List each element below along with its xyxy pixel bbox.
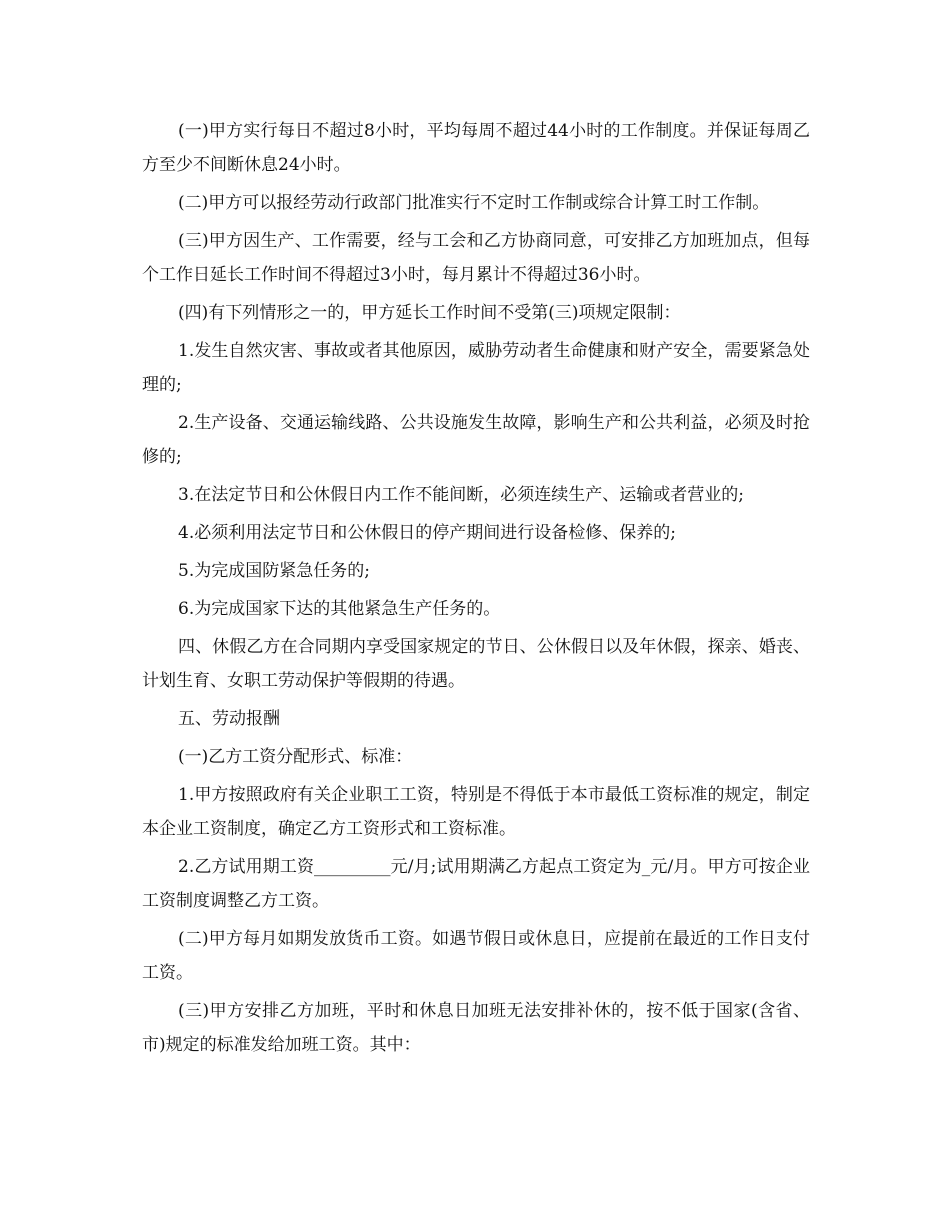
list-item-state-tasks: 6.为完成国家下达的其他紧急生产任务的。 (178, 599, 501, 619)
list-item-wage-system: 1.甲方按照政府有关企业职工工资，特别是不得低于本市最低工资标准的规定，制定本企业工资制度，确定乙方工资形式和工资标准。 (142, 785, 810, 839)
paragraph-flexible-hours: (二)甲方可以报经劳动行政部门批准实行不定时工作制或综合计算工时工作制。 (178, 193, 770, 213)
paragraph-overtime-exceptions: (四)有下列情形之一的，甲方延长工作时间不受第(三)项规定限制： (178, 303, 681, 323)
list-item-continuous-production: 3.在法定节日和公休假日内工作不能间断，必须连续生产、运输或者营业的; (178, 485, 744, 505)
list-item-defense: 5.为完成国防紧急任务的; (178, 561, 370, 581)
paragraph-work-hours: (一)甲方实行每日不超过8小时，平均每周不超过44小时的工作制度。并保证每周乙方至少不间断休息24小时。 (142, 121, 810, 175)
list-item-probation-wage: 2.乙方试用期工资_________元/月;试用期满乙方起点工资定为_元/月。甲方可按企业工资制度调整乙方工资。 (142, 857, 810, 911)
paragraph-pay-schedule: (二)甲方每月如期发放货币工资。如遇节假日或休息日，应提前在最近的工作日支付工资。 (142, 929, 810, 983)
section-heading-remuneration: 五、劳动报酬 (178, 709, 280, 729)
section-vacation: 四、休假乙方在合同期内享受国家规定的节日、公休假日以及年休假，探亲、婚丧、计划生育、女职工劳动保护等假期的待遇。 (142, 637, 810, 691)
list-item-equipment-failure: 2.生产设备、交通运输线路、公共设施发生故障，影响生产和公共利益，必须及时抢修的; (142, 413, 810, 467)
paragraph-overtime: (三)甲方因生产、工作需要，经与工会和乙方协商同意，可安排乙方加班加点，但每个工作日延长工作时间不得超过3小时，每月累计不得超过36小时。 (142, 231, 810, 285)
list-item-disaster: 1.发生自然灾害、事故或者其他原因，威胁劳动者生命健康和财产安全，需要紧急处理的; (142, 341, 810, 395)
list-item-maintenance: 4.必须利用法定节日和公休假日的停产期间进行设备检修、保养的; (178, 523, 676, 543)
paragraph-wage-form: (一)乙方工资分配形式、标准： (178, 747, 413, 767)
paragraph-overtime-pay: (三)甲方安排乙方加班，平时和休息日加班无法安排补休的，按不低于国家(含省、市)规定的标准发给加班工资。其中： (142, 1001, 810, 1055)
